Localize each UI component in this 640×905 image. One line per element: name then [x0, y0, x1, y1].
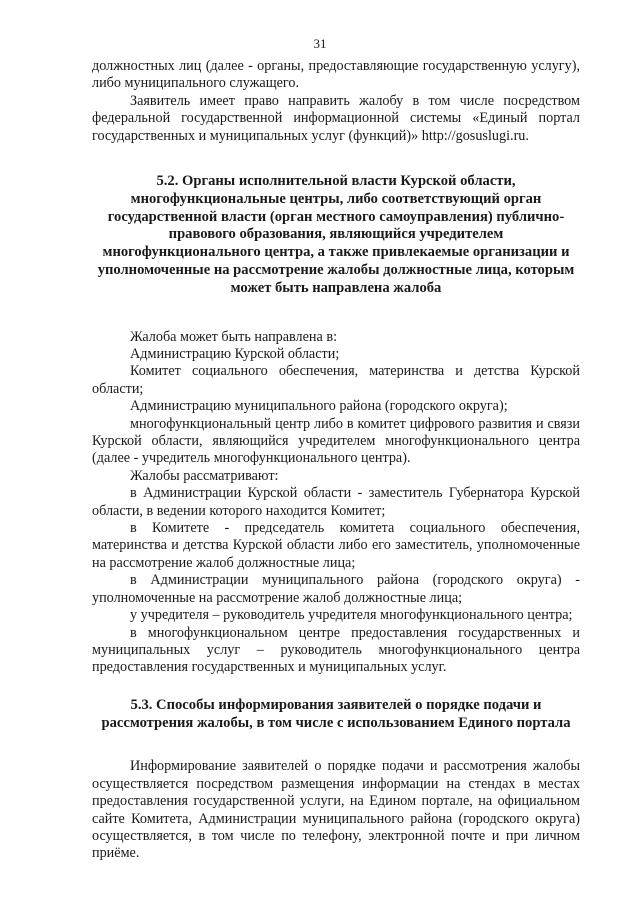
- section-5-3-heading: 5.3. Способы информирования заявителей о порядке подачи и рассмотрения жалобы, в том числе с использованием Единого портала: [101, 696, 571, 731]
- section-5-2-paragraph: в Администрации муниципального района (городского округа) - уполномоченные на рассмотрение жалоб должностные лица;: [92, 572, 580, 606]
- section-5-2-paragraph: Комитет социального обеспечения, материнства и детства Курской области;: [92, 363, 580, 397]
- page-number: 31: [313, 36, 327, 51]
- section-5-2-paragraph: Жалоба может быть направлена в:: [130, 328, 338, 345]
- document-body: [92, 58, 580, 863]
- section-5-2-paragraph: Жалобы рассматривают:: [130, 467, 279, 484]
- section-5-2-paragraph: в многофункциональном центре предоставления государственных и муниципальных услуг – руководитель многофункционального центра предоставления государственных и муниципальных услуг.: [92, 624, 580, 676]
- section-5-3-paragraph: Информирование заявителей о порядке подачи и рассмотрения жалобы осуществляется посредством размещения информации на стендах в местах предоставления государственной услуги, на Едином портале, на официальном сайте Комитета, Администрации муниципального района (городского округа) осуществляется, в том числе по телефону, электронной почте и при личном приёме.: [92, 758, 580, 862]
- section-5-2-paragraph: многофункциональный центр либо в комитет цифрового развития и связи Курской области, являющийся учредителем многофункционального центра (далее - учредитель многофункционального центра).: [92, 415, 580, 467]
- section-5-2-heading: 5.2. Органы исполнительной власти Курской области, многофункциональные центры, либо соответствующий орган государственной власти (орган местного самоуправления) публично-правового образования, являющийся учредителем многофункционального центра, а также привлекаемые организации и уполномоченные на рассмотрение жалобы должностные лица, которым может быть направлена жалоба: [97, 173, 575, 296]
- section-5-2-paragraph: Администрацию Курской области;: [130, 346, 340, 363]
- section-5-2-paragraph: Администрацию муниципального района (городского округа);: [130, 398, 508, 415]
- intro-paragraph-2: Заявитель имеет право направить жалобу в том числе посредством федеральной государственной информационной системы «Единый портал государственных и муниципальных услуг (функций)» http://gosuslugi.ru.: [92, 92, 580, 144]
- section-5-2-paragraph: в Комитете - председатель комитета социального обеспечения, материнства и детства Курской области либо его заместитель, уполномоченные на рассмотрение жалоб должностные лица;: [92, 520, 580, 571]
- section-5-2-paragraph: в Администрации Курской области - заместитель Губернатора Курской области, в ведении которого находится Комитет;: [92, 485, 580, 519]
- intro-paragraph-1: должностных лиц (далее - органы, предоставляющие государственную услугу), либо муниципального служащего.: [92, 58, 580, 92]
- section-5-2-paragraph: у учредителя – руководитель учредителя многофункционального центра;: [130, 607, 573, 624]
